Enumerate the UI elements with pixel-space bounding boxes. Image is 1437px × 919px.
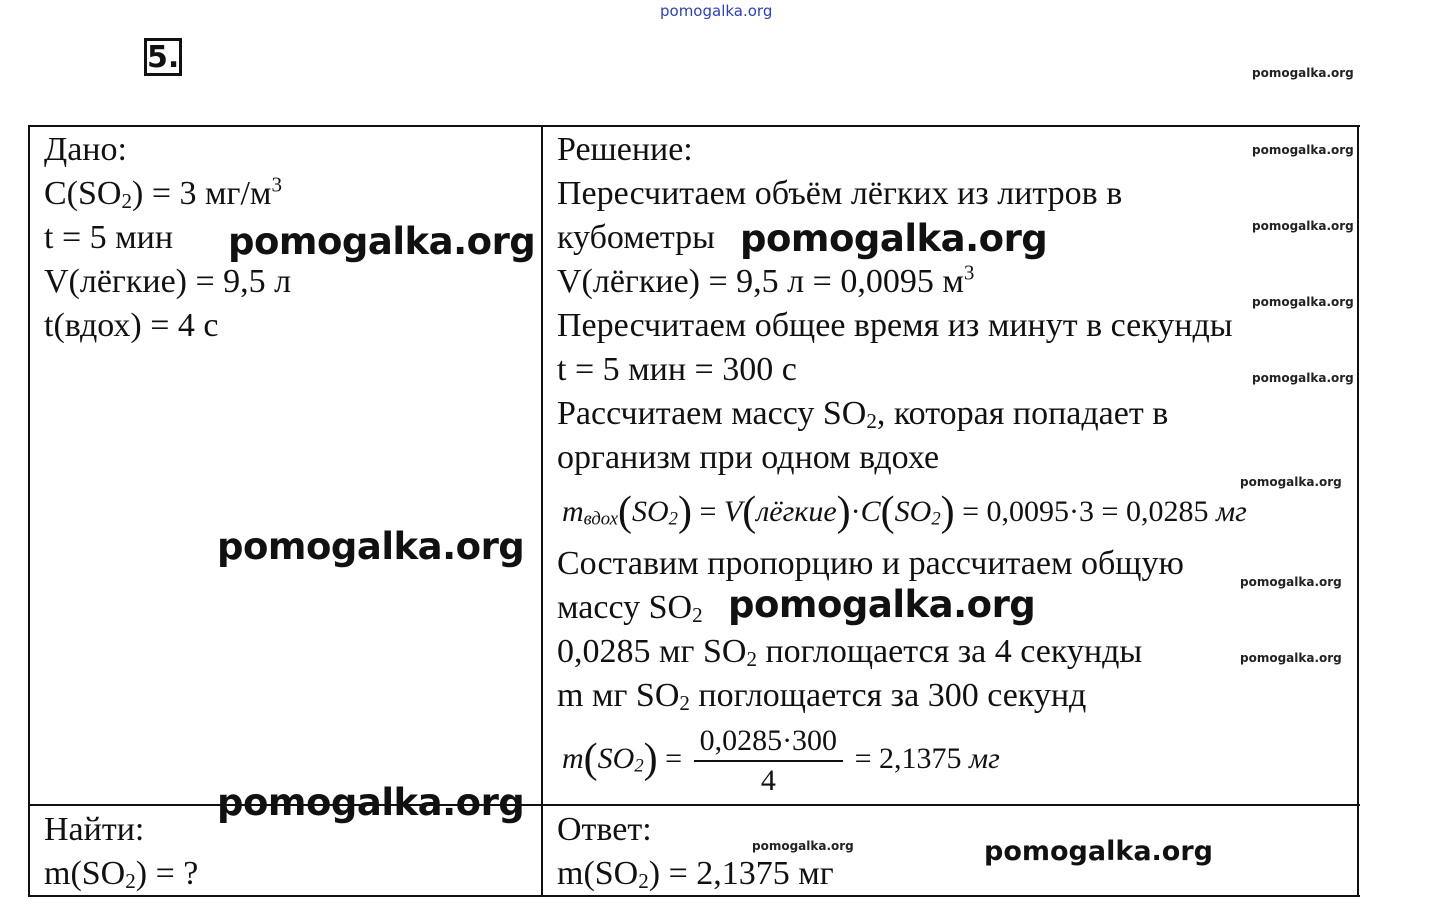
solution-step2: Пересчитаем общее время из минут в секунды [557,307,1233,344]
find-section [44,808,198,896]
solution-proportion-line1: 0,0285 мг $SO_2$ поглощается за 4 секунды [557,633,1143,672]
find-target: $m(SO_2)$ = ? [44,855,199,894]
answer-value: $m(SO_2) = 2,1375$ мг [557,855,834,894]
solution-step3-line1: Рассчитаем массу $SO_2$, которая попадает в [557,395,1169,434]
fraction: $\frac{0,0285\cdot 300}{4}$ [694,724,844,798]
table-border-top [28,125,1360,127]
watermark-big: pomogalka.org [984,836,1213,867]
given-volume: V(лёгкие) = 9,5 л [44,263,292,300]
given-concentration: $C(SO_2) = 3$ $мг/м^3$ [44,172,282,214]
watermark-big: pomogalka.org [217,525,525,568]
watermark-small: pomogalka.org [1252,371,1354,385]
watermark-big: pomogalka.org [728,583,1036,626]
given-inhale-time: t(вдох) = 4 с [44,307,219,344]
watermark-top: pomogalka.org [660,2,773,20]
given-time: t = 5 мин [44,219,174,256]
table-border-left [28,125,30,897]
given-header: Дано: [44,131,127,168]
watermark-big: pomogalka.org [228,220,536,263]
solution-section [557,128,1233,480]
watermark-small: pomogalka.org [1240,651,1342,665]
solution-step1-line1: Пересчитаем объём лёгких из литров в [557,175,1123,212]
solution-step4-line2: массу $SO_2$ [557,589,703,628]
watermark-small: pomogalka.org [1252,66,1354,80]
answer-header: Ответ: [557,811,652,848]
formula-total-mass: $m(SO_2)$ = $\frac{0,0285\cdot 300}{4}$ = 2,1375 мг [562,724,1000,797]
watermark-small: pomogalka.org [1252,295,1354,309]
solution-step3-line2: организм при одном вдохе [557,439,940,476]
watermark-small: pomogalka.org [1252,219,1354,233]
solution-proportion-section [557,542,1184,718]
watermark-big: pomogalka.org [217,781,525,824]
solution-proportion-line2: m мг $SO_2$ поглощается за 300 секунд [557,677,1087,716]
watermark-small: pomogalka.org [1240,475,1342,489]
find-header: Найти: [44,811,145,848]
solution-volume-conversion: V(лёгкие) = 9,5 л = 0,0095 $м^3$ [557,260,975,300]
watermark-small: pomogalka.org [752,839,854,853]
task-number-box: 5. [144,38,182,76]
solution-step4-line1: Составим пропорцию и рассчитаем общую [557,545,1184,582]
solution-header: Решение: [557,131,693,168]
table-border-divider [541,125,543,897]
table-border-right [1357,125,1359,897]
solution-step1-line2: кубометры [557,219,715,256]
watermark-big: pomogalka.org [740,217,1048,260]
formula-mass-per-inhale: $m_{вдох}(SO_2)$ = $V(лёгкие)\cdot C(SO_2) = 0,0095\cdot 3 = 0,0285$ мг [562,489,1247,535]
watermark-small: pomogalka.org [1240,575,1342,589]
solution-time-conversion: t = 5 мин = 300 с [557,351,797,388]
watermark-small: pomogalka.org [1252,143,1354,157]
